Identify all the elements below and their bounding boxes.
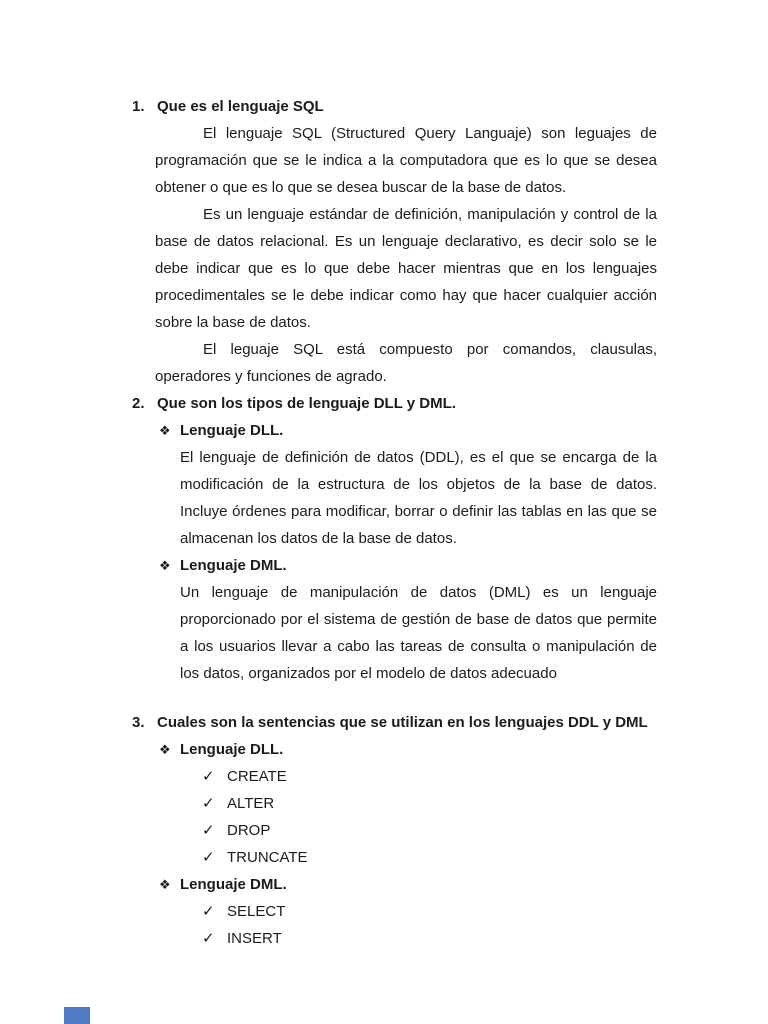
section-heading-text: Que son los tipos de lenguaje DLL y DML. — [157, 395, 456, 412]
checkmark-icon: ✓ — [202, 822, 215, 839]
checkmark-icon: ✓ — [202, 795, 215, 812]
diamond-bullet-icon: ❖ — [159, 558, 171, 573]
section-number: 2. — [132, 395, 145, 412]
check-item-label: DROP — [227, 822, 271, 839]
section-2 — [132, 390, 657, 687]
next-page-fragment — [64, 1007, 90, 1024]
check-item-label: TRUNCATE — [227, 849, 308, 866]
checkmark-icon: ✓ — [202, 903, 215, 920]
check-list-item — [202, 844, 657, 871]
section-heading — [132, 709, 657, 736]
bullet-item — [159, 871, 657, 898]
check-item-label: CREATE — [227, 768, 287, 785]
check-list-item — [202, 763, 657, 790]
bullet-label: Lenguaje DLL. — [180, 422, 284, 439]
paragraph: Es un lenguaje estándar de definición, manipulación y control de la base de datos relacional. Es un lenguaje declarativo, es decir solo se le debe indicar que es lo que debe hacer mientras que en los lenguajes procedimentales se le debe indicar como hay que hacer cualquier acción sobre la base de datos. — [155, 206, 657, 331]
bullet-body-text: El lenguaje de definición de datos (DDL), es el que se encarga de la modificación de la estructura de los objetos de la base de datos. Incluye órdenes para modificar, borrar o definir las tablas en las que se almacenan los datos de la base de datos. — [180, 449, 657, 547]
bullet-item — [159, 417, 657, 444]
bullet-label: Lenguaje DLL. — [180, 741, 284, 758]
check-item-label: ALTER — [227, 795, 275, 812]
section-heading — [132, 390, 657, 417]
diamond-bullet-icon: ❖ — [159, 877, 171, 892]
check-item-label: INSERT — [227, 930, 282, 947]
section-3 — [132, 709, 657, 952]
bullet-label: Lenguaje DML. — [180, 876, 287, 893]
checkmark-icon: ✓ — [202, 849, 215, 866]
paragraph: El leguaje SQL está compuesto por comandos, clausulas, operadores y funciones de agrado. — [155, 341, 657, 385]
bullet-body-text: Un lenguaje de manipulación de datos (DML) es un lenguaje proporcionado por el sistema de gestión de base de datos que permite a los usuarios llevar a cabo las tareas de consulta o manipulación de los datos, organizados por el modelo de datos adecuado — [180, 584, 657, 682]
check-list-item — [202, 925, 657, 952]
paragraph: El lenguaje SQL (Structured Query Languaje) son leguajes de programación que se le indica a la computadora que es lo que se desea obtener o que es lo que se desea buscar de la base de datos. — [155, 125, 657, 196]
checkmark-icon: ✓ — [202, 768, 215, 785]
check-list-item — [202, 817, 657, 844]
diamond-bullet-icon: ❖ — [159, 423, 171, 438]
check-list-item — [202, 790, 657, 817]
section-heading-text: Cuales son la sentencias que se utilizan en los lenguajes DDL y DML — [157, 714, 648, 731]
section-number: 1. — [132, 98, 145, 115]
bullet-item — [159, 736, 657, 763]
diamond-bullet-icon: ❖ — [159, 742, 171, 757]
section-heading — [132, 93, 657, 120]
bullet-label: Lenguaje DML. — [180, 557, 287, 574]
section-number: 3. — [132, 714, 145, 731]
section-heading-text: Que es el lenguaje SQL — [157, 98, 324, 115]
document-content — [132, 93, 657, 952]
checkmark-icon: ✓ — [202, 930, 215, 947]
check-item-label: SELECT — [227, 903, 286, 920]
section-1 — [132, 93, 657, 390]
bullet-item — [159, 552, 657, 579]
check-list-item — [202, 898, 657, 925]
